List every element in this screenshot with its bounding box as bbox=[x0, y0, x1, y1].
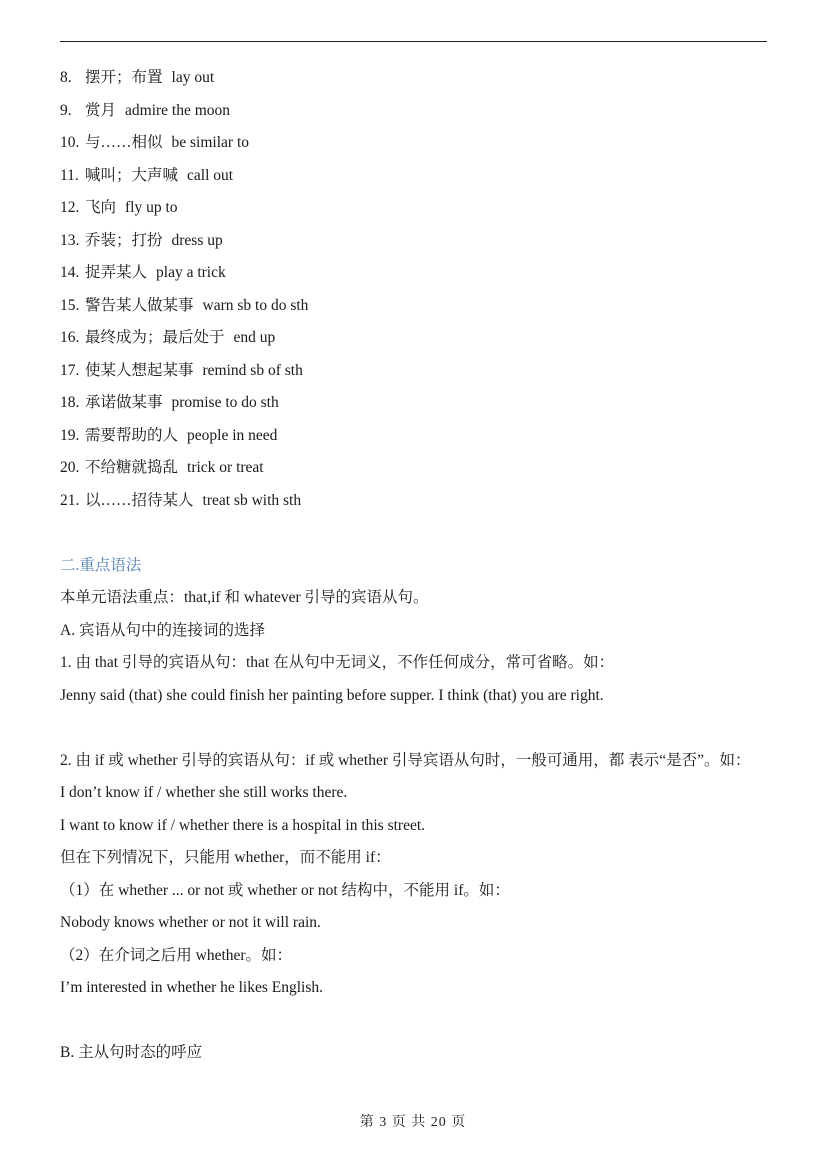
vocab-english: remind sb of sth bbox=[202, 361, 303, 379]
vocab-number: 11. bbox=[60, 166, 79, 184]
vocab-item bbox=[60, 257, 770, 290]
example-sentence: I want to know if / whether there is a hospital in this street. bbox=[60, 816, 426, 834]
vocab-chinese: 喊叫；大声喊 bbox=[85, 166, 179, 184]
vocab-item bbox=[60, 485, 770, 518]
vocab-number: 13. bbox=[60, 231, 80, 249]
vocab-number: 14. bbox=[60, 264, 80, 281]
vocab-item bbox=[60, 225, 770, 258]
vocab-number: 20. bbox=[60, 459, 80, 476]
section-heading: 二.重点语法 bbox=[60, 556, 142, 574]
subsection-b-title: B. 主从句时态的呼应 bbox=[60, 1044, 203, 1061]
vocab-list bbox=[60, 62, 770, 517]
vocab-item bbox=[60, 290, 770, 323]
vocab-item bbox=[60, 355, 770, 388]
case-2: （2）在介词之后用 whether。如： bbox=[60, 946, 293, 964]
vocab-number: 18. bbox=[60, 394, 80, 411]
vocab-english: promise to do sth bbox=[171, 394, 279, 411]
vocab-english: play a trick bbox=[156, 264, 226, 281]
vocab-item bbox=[60, 192, 770, 225]
whether-only-note: 但在下列情况下，只能用 whether，而不能用 if： bbox=[60, 849, 391, 866]
vocab-chinese: 不给糖就捣乱 bbox=[85, 459, 179, 476]
page-content bbox=[60, 62, 770, 1070]
vocab-chinese: 飞向 bbox=[85, 199, 117, 216]
vocab-item bbox=[60, 127, 770, 160]
vocab-english: end up bbox=[233, 329, 276, 346]
spacer bbox=[60, 517, 770, 550]
vocab-english: fly up to bbox=[125, 199, 178, 216]
vocab-english: lay out bbox=[171, 69, 215, 86]
example-sentence: Nobody knows whether or not it will rain. bbox=[60, 914, 321, 931]
subsection-a-title: A. 宾语从句中的连接词的选择 bbox=[60, 621, 265, 639]
vocab-number: 17. bbox=[60, 361, 80, 379]
vocab-chinese: 使某人想起某事 bbox=[85, 361, 194, 379]
vocab-item bbox=[60, 420, 770, 453]
vocab-number: 19. bbox=[60, 426, 80, 444]
vocab-english: be similar to bbox=[171, 134, 250, 151]
vocab-english: trick or treat bbox=[187, 459, 264, 476]
vocab-english: admire the moon bbox=[125, 101, 231, 119]
vocab-number: 10. bbox=[60, 134, 80, 151]
vocab-number: 21. bbox=[60, 491, 80, 509]
vocab-english: call out bbox=[187, 166, 234, 184]
vocab-english: treat sb with sth bbox=[202, 491, 302, 509]
grammar-section bbox=[60, 550, 770, 1070]
rule-that: 1. 由 that 引导的宾语从句：that 在从句中无词义，不作任何成分，常可省略。如： bbox=[60, 654, 615, 671]
grammar-intro: 本单元语法重点：that,if 和 whatever 引导的宾语从句。 bbox=[60, 589, 429, 606]
vocab-item bbox=[60, 452, 770, 485]
vocab-chinese: 摆开；布置 bbox=[85, 69, 163, 86]
vocab-chinese: 赏月 bbox=[85, 101, 117, 119]
vocab-item bbox=[60, 160, 770, 193]
rule-if-whether: 2. 由 if 或 whether 引导的宾语从句：if 或 whether 引导宾语从句时，一般可通用，都 表示“是否”。如： bbox=[60, 751, 751, 769]
vocab-item bbox=[60, 62, 770, 95]
header-rule bbox=[60, 41, 767, 42]
vocab-item bbox=[60, 387, 770, 420]
vocab-chinese: 乔装；打扮 bbox=[85, 231, 163, 249]
page-number-footer: 第 3 页 共 20 页 bbox=[359, 1115, 467, 1130]
vocab-chinese: 以……招待某人 bbox=[85, 491, 194, 509]
vocab-chinese: 承诺做某事 bbox=[85, 394, 163, 411]
vocab-chinese: 捉弄某人 bbox=[85, 264, 148, 281]
vocab-number: 12. bbox=[60, 199, 80, 216]
spacer bbox=[60, 712, 770, 745]
vocab-english: people in need bbox=[187, 426, 278, 444]
vocab-english: dress up bbox=[171, 231, 223, 249]
vocab-chinese: 警告某人做某事 bbox=[85, 296, 194, 314]
vocab-number: 9. bbox=[60, 101, 72, 119]
vocab-item bbox=[60, 322, 770, 355]
vocab-item bbox=[60, 95, 770, 128]
vocab-english: warn sb to do sth bbox=[202, 296, 309, 314]
example-sentence: Jenny said (that) she could finish her painting before supper. I think (that) you are right. bbox=[60, 686, 604, 704]
vocab-chinese: 最终成为；最后处于 bbox=[85, 329, 225, 346]
vocab-number: 8. bbox=[60, 69, 72, 86]
vocab-number: 15. bbox=[60, 296, 80, 314]
spacer bbox=[60, 1005, 770, 1038]
example-sentence: I’m interested in whether he likes English. bbox=[60, 979, 324, 996]
case-1: （1）在 whether ... or not 或 whether or not 结构中，不能用 if。如： bbox=[60, 881, 510, 899]
example-sentence: I don’t know if / whether she still works there. bbox=[60, 784, 348, 801]
vocab-chinese: 与……相似 bbox=[85, 134, 163, 151]
vocab-number: 16. bbox=[60, 329, 80, 346]
vocab-chinese: 需要帮助的人 bbox=[85, 426, 179, 444]
